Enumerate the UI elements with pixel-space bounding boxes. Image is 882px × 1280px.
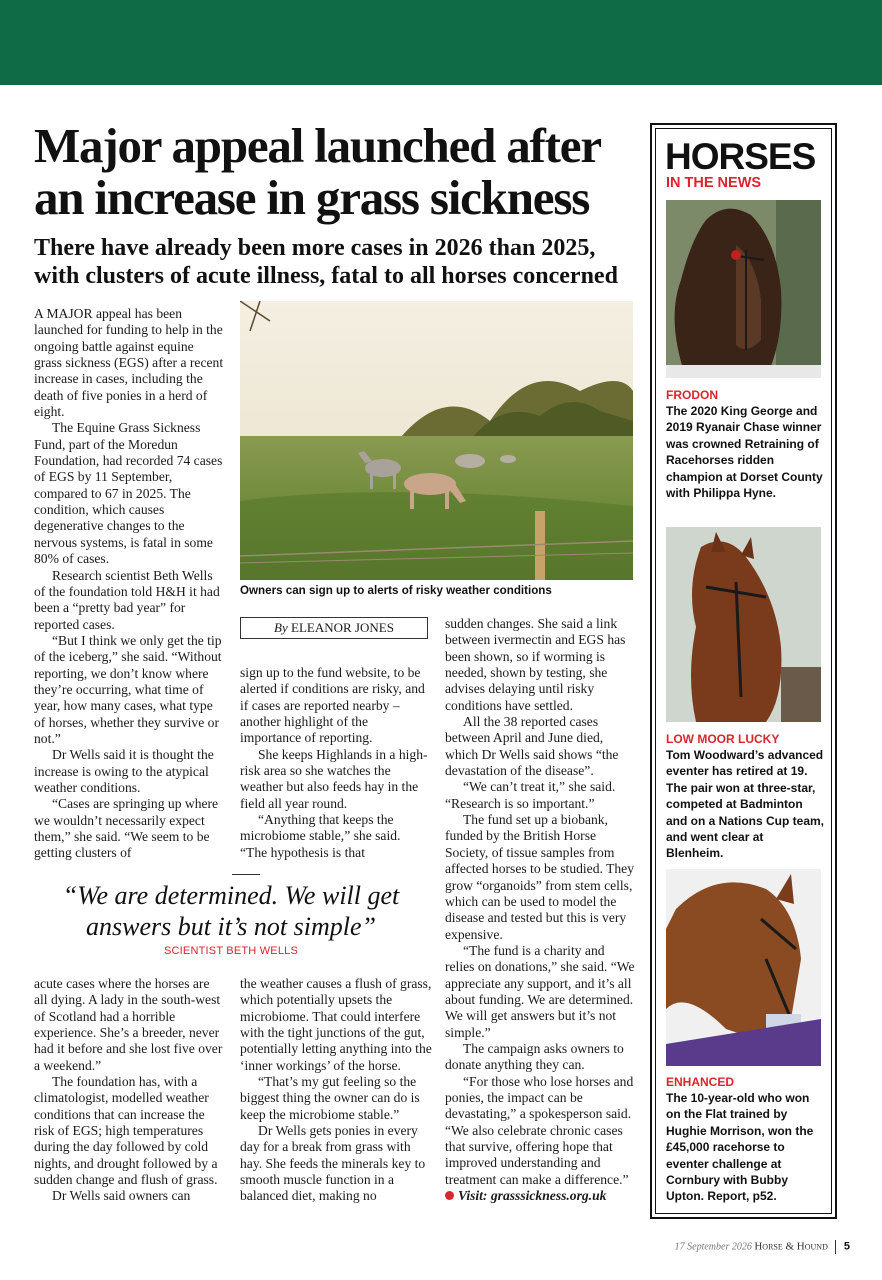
sidebar-subtitle: IN THE NEWS bbox=[666, 175, 762, 191]
byline-author: ELEANOR JONES bbox=[291, 620, 394, 635]
footer-divider bbox=[835, 1240, 836, 1254]
sidebar-photo-low-moor-lucky bbox=[666, 527, 821, 722]
paragraph: A MAJOR appeal has been launched for funding to help in the ongoing battle against equine grass sickness (EGS) after a recent increase in cases, including the death of five ponies in a herd of eight. bbox=[34, 306, 224, 420]
headline: Major appeal launched after an increase in grass sickness bbox=[34, 118, 601, 225]
sidebar-item-text-main: The 10-year-old who won on the Flat trained by Hughie Morrison, won the £45,000 racehorse to eventer challenge at Cornbury with Bubby Upton. bbox=[666, 1091, 814, 1204]
paragraph: All the 38 reported cases between April and June died, which Dr Wells said shows “the devastation of the disease”. bbox=[445, 714, 619, 779]
paragraph: Dr Wells said it is thought the increase is owing to the atypical weather conditions. bbox=[34, 747, 214, 795]
column-2-top bbox=[240, 665, 430, 861]
sidebar-item-report-ref: Report, p52. bbox=[707, 1189, 777, 1204]
paragraph: “For those who lose horses and ponies, the impact can be devastating,” a spokesperson said. “We also celebrate chronic cases that survive, offering hope that improved understanding and treatment can make a difference.” bbox=[445, 1073, 634, 1187]
photo-caption: Owners can sign up to alerts of risky weather conditions bbox=[240, 584, 552, 597]
sidebar-item-name: LOW MOOR LUCKY bbox=[666, 732, 780, 746]
paragraph: “But I think we only get the tip of the iceberg,” she said. “Without reporting, we don’t know where they’re occurring, what time of year, how many cases, what type of horses, whether they survive or not.” bbox=[34, 632, 222, 746]
issue-date: 17 September 2026 bbox=[674, 1241, 752, 1253]
page-number: 5 bbox=[843, 1240, 850, 1253]
paragraph: The foundation has, with a climatologist, modelled weather conditions that can increase the risk of EGS; high temperatures during the day followed by cold nights, and drought followed by a sudden change and flush of grass. bbox=[34, 1074, 218, 1188]
paragraph: Dr Wells gets ponies in every day for a break from grass with hay. She feeds the minerals key to smooth muscle function in a balanced diet, making no bbox=[240, 1123, 426, 1204]
paragraph: The fund set up a biobank, funded by the British Horse Society, of tissue samples from affected horses to be studied. They grow “organoids” from stem cells, which can be used to model the disease and tested but this is very expensive. bbox=[445, 812, 634, 942]
pullquote-rule bbox=[232, 874, 260, 875]
sidebar-photo-enhanced bbox=[666, 869, 821, 1066]
column-2-bottom bbox=[240, 976, 432, 1205]
byline-prefix: By bbox=[274, 620, 288, 635]
column-1-bottom bbox=[34, 976, 226, 1205]
sidebar-title: HORSES bbox=[665, 136, 816, 177]
paragraph: The campaign asks owners to donate anything they can. bbox=[445, 1040, 624, 1073]
paragraph: Research scientist Beth Wells of the foundation told H&H it had been a “pretty bad year” for reported cases. bbox=[34, 567, 220, 632]
column-3 bbox=[445, 616, 637, 1204]
visit-line bbox=[445, 1188, 637, 1204]
header-bar bbox=[0, 0, 882, 85]
magazine-name: Horse & Hound bbox=[754, 1240, 828, 1253]
column-1-top bbox=[34, 306, 224, 862]
byline bbox=[240, 617, 428, 639]
pullquote-attribution: SCIENTIST BETH WELLS bbox=[164, 945, 298, 957]
page-footer bbox=[675, 1240, 850, 1254]
sidebar-item-name: ENHANCED bbox=[666, 1075, 735, 1089]
paragraph: The Equine Grass Sickness Fund, part of the Moredun Foundation, had recorded 74 cases of EGS by 11 September, compared to 67 in 2025. The condition, which causes degenerative changes to the nervous systems, is fatal in some 80% of cases. bbox=[34, 420, 223, 567]
sidebar-item-text: Tom Woodward’s advanced eventer has retired at 19. The pair won at three-star, competed at Badminton and on a Nations Cup team, and went clear at Blenheim. bbox=[666, 748, 825, 861]
sidebar-item-text bbox=[666, 1090, 824, 1205]
paragraph: acute cases where the horses are all dying. A lady in the south-west of Scotland had a horrible experience. She’s a breeder, never had it before and she lost five over a weekend.” bbox=[34, 976, 223, 1073]
paragraph: She keeps Highlands in a high-risk area so she watches the weather but also feeds hay in the field all year round. bbox=[240, 746, 428, 811]
red-dot-icon bbox=[445, 1191, 454, 1200]
paragraph: “The fund is a charity and relies on donations,” she said. “We appreciate any support, and it’s all about funding. We are determined. We will get answers but it’s not simple.” bbox=[445, 942, 635, 1040]
paragraph: “That’s my gut feeling so the biggest thing the owner can do is keep the microbiome stable.” bbox=[240, 1074, 420, 1122]
paragraph: “Anything that keeps the microbiome stable,” she said. “The hypothesis is that bbox=[240, 812, 401, 860]
paragraph: the weather causes a flush of grass, which potentially upsets the microbiome. That could interfere with the tight junctions of the gut, potentially letting anything into the ‘inner workings’ of the horse. bbox=[240, 976, 432, 1073]
paragraph: “Cases are springing up where we wouldn’t necessarily expect them,” she said. “We seem to be getting clusters of bbox=[34, 796, 219, 861]
visit-link[interactable]: Visit: grasssickness.org.uk bbox=[458, 1188, 607, 1204]
paragraph: Dr Wells said owners can bbox=[52, 1188, 191, 1204]
main-photo-grazing-horses bbox=[240, 301, 633, 580]
pullquote: “We are determined. We will get answers but it’s not simple” bbox=[62, 881, 400, 941]
paragraph: sudden changes. She said a link between ivermectin and EGS has been shown, so if worming is needed, shown by testing, she advises delaying until risky conditions have settled. bbox=[445, 616, 626, 713]
sidebar-item-text: The 2020 King George and 2019 Ryanair Chase winner was crowned Retraining of Racehorses ridden champion at Dorset County with Philippa Hyne. bbox=[666, 404, 823, 501]
sidebar-item-name: FRODON bbox=[666, 388, 718, 402]
sidebar-photo-frodon bbox=[666, 200, 821, 378]
paragraph: “We can’t treat it,” she said. “Research is so important.” bbox=[445, 779, 616, 811]
paragraph: sign up to the fund website, to be alerted if conditions are risky, and if cases are reported nearby – another highlight of the importance of reporting. bbox=[240, 665, 425, 746]
standfirst: There have already been more cases in 2026 than 2025, with clusters of acute illness, fatal to all horses concerned bbox=[34, 235, 618, 289]
